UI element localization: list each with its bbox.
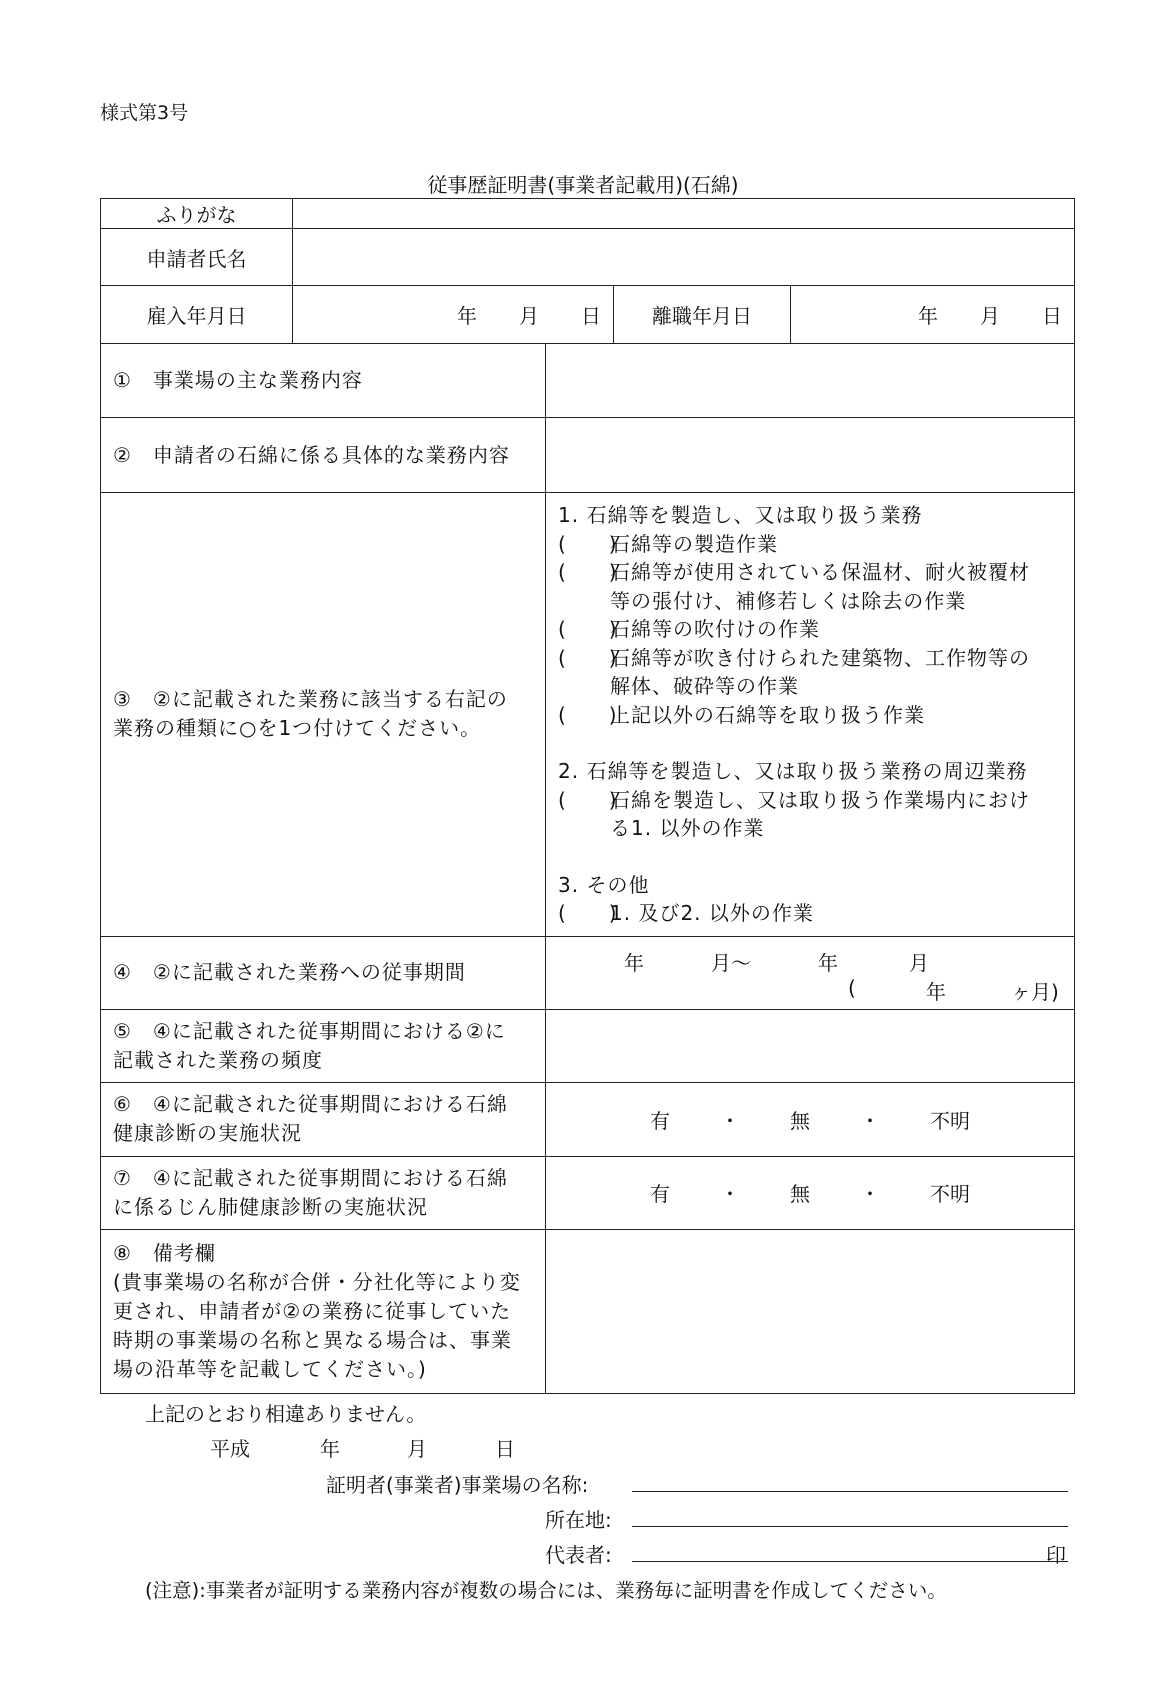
address-field[interactable]: [632, 1526, 1068, 1527]
hire-day-unit: 日: [581, 304, 601, 328]
duration-months-unit: ヶ月): [1011, 979, 1059, 1004]
option-label: 石綿等が使用されている保温材、耐火被覆材: [610, 560, 1030, 584]
selection-parens[interactable]: ( ): [558, 702, 618, 727]
category-2-option-1[interactable]: [558, 786, 1066, 815]
representative-label: 代表者:: [545, 1543, 612, 1567]
separator-dot: ・: [860, 1182, 880, 1206]
item-8-label: [101, 1229, 546, 1393]
period-end-year-unit: 年: [818, 950, 838, 975]
selection-parens[interactable]: ( ): [558, 560, 618, 584]
item-5-label-line2: 記載された業務の頻度: [113, 1047, 323, 1072]
option-unknown[interactable]: 不明: [930, 1108, 970, 1133]
option-label-continued: 解体、破砕等の作業: [610, 674, 799, 698]
item-8-label-line1: ⑧ 備考欄: [113, 1240, 216, 1265]
separator-dot: ・: [720, 1182, 740, 1206]
hire-year-unit: 年: [457, 304, 477, 328]
spacer: [558, 729, 1066, 757]
date-month-unit: 月: [407, 1437, 427, 1461]
item-3-label-line1: ③ ②に記載された業務に該当する右記の: [113, 687, 508, 712]
item-8-label-line4: 時期の事業場の名称と異なる場合は、事業: [113, 1327, 512, 1352]
item-1-row: [101, 344, 1075, 418]
category-3-option-1[interactable]: [558, 899, 1066, 928]
item-8-label-line3: 更され、申請者が②の業務に従事していた: [113, 1298, 512, 1323]
item-4-label: ④ ②に記載された業務への従事期間: [101, 936, 546, 1009]
certification-statement: 上記のとおり相違ありません。: [145, 1402, 427, 1426]
note: (注意):事業者が証明する業務内容が複数の場合には、業務毎に証明書を作成してください。: [145, 1579, 947, 1602]
item-6-label: [101, 1082, 546, 1156]
category-1-option-1[interactable]: [558, 530, 1066, 559]
leave-year-unit: 年: [918, 304, 938, 328]
applicant-name-field[interactable]: [293, 229, 1075, 286]
option-no[interactable]: 無: [790, 1108, 810, 1133]
item-6-label-line1: ⑥ ④に記載された従事期間における石綿: [113, 1092, 508, 1116]
option-label: 石綿等が吹き付けられた建築物、工作物等の: [610, 645, 1030, 670]
date-year-unit: 年: [320, 1437, 340, 1461]
option-label: 石綿を製造し、又は取り扱う作業場内におけ: [610, 787, 1030, 812]
item-3-label-line2: 業務の種類に○を1つ付けてください。: [113, 716, 482, 741]
item-6-options: [546, 1082, 1075, 1156]
item-3-label: [101, 493, 546, 937]
representative-field[interactable]: [632, 1561, 1068, 1562]
date-day-unit: 日: [495, 1437, 515, 1461]
work-type-options: [546, 493, 1075, 937]
address-label: 所在地:: [545, 1508, 612, 1532]
category-1-option-5[interactable]: [558, 701, 1066, 730]
hire-date-label: 雇入年月日: [101, 286, 293, 344]
separator-dot: ・: [860, 1108, 880, 1133]
category-2-heading: 2. 石綿等を製造し、又は取り扱う業務の周辺業務: [558, 759, 1028, 783]
hire-month-unit: 月: [519, 304, 539, 328]
certifier-name-label: 証明者(事業者)事業場の名称:: [326, 1473, 589, 1497]
employment-dates-row: [101, 286, 1075, 344]
date-era: 平成: [210, 1437, 250, 1461]
item-6-label-line2: 健康診断の実施状況: [113, 1121, 302, 1145]
furigana-row: [101, 199, 1075, 229]
hire-date-field[interactable]: [293, 286, 614, 344]
item-7-options: [546, 1156, 1075, 1229]
option-label: 上記以外の石綿等を取り扱う作業: [610, 702, 925, 727]
item-2-row: [101, 418, 1075, 493]
leave-date-field[interactable]: [791, 286, 1075, 344]
separator-dot: ・: [720, 1108, 740, 1133]
period-start-month-unit: 月〜: [711, 950, 751, 975]
category-1-option-3[interactable]: [558, 615, 1066, 644]
item-5-field[interactable]: [546, 1009, 1075, 1082]
period-start-year-unit: 年: [624, 950, 644, 975]
item-7-label: [101, 1156, 546, 1229]
selection-parens[interactable]: ( ): [558, 787, 618, 812]
certificate-form-table: [100, 198, 1075, 1394]
spacer: [558, 843, 1066, 871]
option-no[interactable]: 無: [790, 1182, 810, 1206]
item-7-row: [101, 1156, 1075, 1229]
duration-year-unit: 年: [926, 979, 946, 1004]
item-7-label-line2: に係るじん肺健康診断の実施状況: [113, 1194, 428, 1219]
leave-date-label: 離職年月日: [614, 286, 791, 344]
item-5-row: [101, 1009, 1075, 1082]
leave-month-unit: 月: [980, 304, 1000, 328]
category-3-heading: 3. その他: [558, 872, 650, 897]
selection-parens[interactable]: ( ): [558, 617, 618, 641]
remarks-field[interactable]: [546, 1229, 1075, 1393]
option-label-continued: 等の張付け、補修若しくは除去の作業: [610, 588, 967, 613]
option-label: 石綿等の吹付けの作業: [610, 617, 820, 641]
item-1-field[interactable]: [546, 344, 1075, 418]
period-end-month-unit: 月: [909, 950, 929, 975]
option-label: 石綿等の製造作業: [610, 531, 778, 556]
item-8-label-line2: (貴事業場の名称が合併・分社化等により変: [113, 1269, 521, 1294]
applicant-name-label: 申請者氏名: [101, 229, 293, 286]
selection-parens[interactable]: ( ): [558, 645, 618, 670]
selection-parens[interactable]: ( ): [558, 901, 618, 925]
item-5-label-line1: ⑤ ④に記載された従事期間における②に: [113, 1018, 506, 1043]
selection-parens[interactable]: ( ): [558, 531, 618, 556]
seal-mark: 印: [1046, 1543, 1066, 1567]
work-period-field[interactable]: [546, 936, 1075, 1009]
item-7-label-line1: ⑦ ④に記載された従事期間における石綿: [113, 1165, 508, 1190]
category-1-option-4[interactable]: [558, 644, 1066, 673]
applicant-name-row: [101, 229, 1075, 286]
item-1-label: ① 事業場の主な業務内容: [101, 344, 546, 418]
form-number: 様式第3号: [100, 102, 189, 124]
item-8-row: [101, 1229, 1075, 1393]
option-yes[interactable]: 有: [650, 1108, 670, 1133]
option-yes[interactable]: 有: [650, 1182, 670, 1206]
furigana-label: ふりがな: [101, 199, 293, 229]
category-1-heading: 1. 石綿等を製造し、又は取り扱う業務: [558, 503, 923, 527]
document-title: 従事歴証明書(事業者記載用)(石綿): [427, 173, 739, 197]
item-3-row: [101, 493, 1075, 937]
item-6-row: [101, 1082, 1075, 1156]
furigana-field[interactable]: [293, 199, 1075, 229]
option-unknown[interactable]: 不明: [930, 1182, 970, 1206]
item-2-field[interactable]: [546, 418, 1075, 493]
item-5-label: [101, 1009, 546, 1082]
item-8-label-line5: 場の沿革等を記載してください。): [113, 1356, 427, 1381]
option-label: 1. 及び2. 以外の作業: [610, 901, 814, 925]
option-label-continued: る1. 以外の作業: [610, 816, 765, 840]
certifier-name-field[interactable]: [632, 1491, 1068, 1492]
leave-day-unit: 日: [1042, 304, 1062, 328]
item-4-row: [101, 936, 1075, 1009]
item-2-label: ② 申請者の石綿に係る具体的な業務内容: [101, 418, 546, 493]
category-1-option-2[interactable]: [558, 558, 1066, 587]
duration-open-paren: (: [848, 975, 856, 1000]
